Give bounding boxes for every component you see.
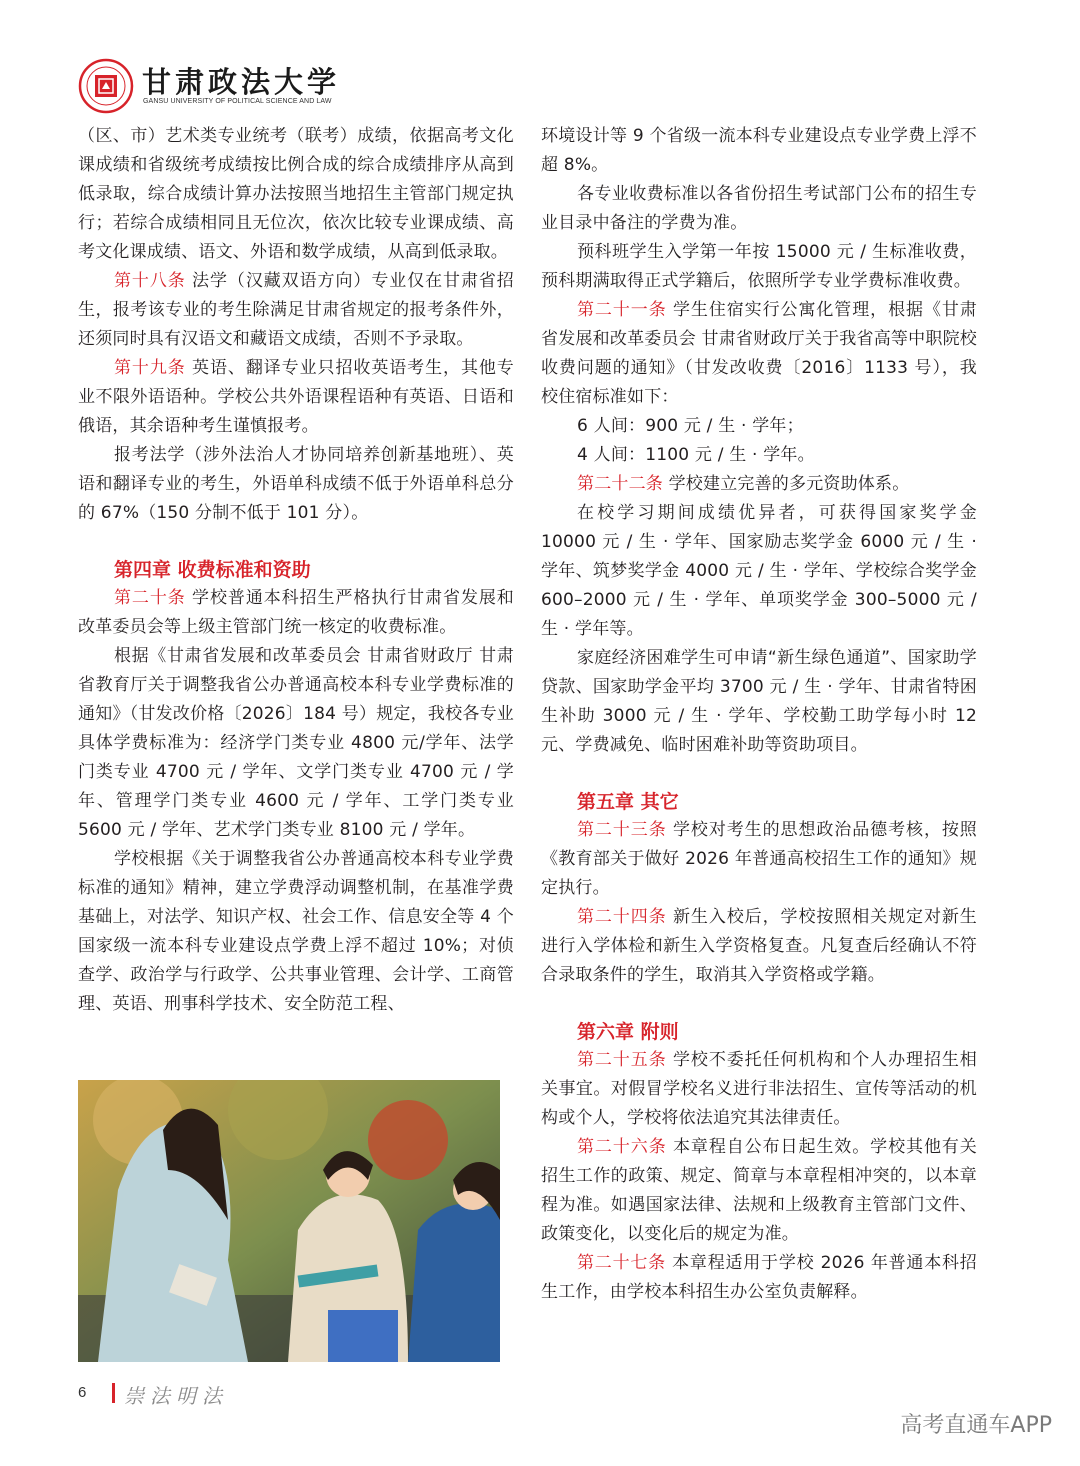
paragraph-text: 根据《甘肃省发展和改革委员会 甘肃省财政厅 甘肃省教育厅关于调整我省公办普通高校本科专业学费标准的通知》（甘发改价格〔2026〕184 号）规定，我校各专业具体学费标准为：经济学门类专业 4800 元/学年、法学门类专业 4700 元 / 学年、文学门类专业 4700 元 / 学年、管理学门类专业 4600 元 / 学年、工学门类专业 5600 元 / 学年、艺术学门类专业 8100 元 / 学年。 — [78, 646, 514, 840]
article-label: 第二十二条 — [577, 474, 663, 494]
article-paragraph — [78, 354, 514, 441]
paragraph-text: 英语、翻译专业只招收英语考生，其他专业不限外语语种。学校公共外语课程语种有英语、日语和俄语，其余语种考生谨慎报考。 — [78, 358, 514, 436]
left-column — [78, 122, 514, 1019]
article-label: 第二十六条 — [577, 1137, 667, 1157]
paragraph-text: 学校建立完善的多元资助体系。 — [663, 474, 910, 494]
section-gap — [78, 528, 514, 556]
paragraph — [541, 238, 977, 296]
paragraph — [541, 441, 977, 470]
page-number: 6 — [78, 1384, 87, 1401]
right-column — [541, 122, 977, 1307]
article-label: 第十九条 — [114, 358, 186, 378]
watermark: 高考直通车APP — [900, 1413, 1052, 1438]
article-paragraph — [541, 296, 977, 412]
paragraph-text: 预科班学生入学第一年按 15000 元 / 生标准收费，预科期满取得正式学籍后，依照所学专业学费标准收费。 — [541, 242, 977, 291]
article-paragraph — [541, 470, 977, 499]
paragraph-text: 本章程自公布日起生效。学校其他有关招生工作的政策、规定、简章与本章程相冲突的，以本章程为准。如遇国家法律、法规和上级教育主管部门文件、政策变化，以变化后的规定为准。 — [541, 1137, 977, 1244]
paragraph-text: 学校普通本科招生严格执行甘肃省发展和改革委员会等上级主管部门统一核定的收费标准。 — [78, 588, 514, 637]
article-paragraph — [541, 1249, 977, 1307]
footer-divider — [112, 1383, 115, 1403]
paragraph — [78, 441, 514, 528]
paragraph — [78, 845, 514, 1019]
article-paragraph — [78, 267, 514, 354]
article-label: 第二十五条 — [577, 1050, 667, 1070]
section-gap — [541, 760, 977, 788]
paragraph-text: 新生入校后，学校按照相关规定对新生进行入学体检和新生入学资格复查。凡复查后经确认不符合录取条件的学生，取消其入学资格或学籍。 — [541, 907, 977, 985]
paragraph-text: 4 人间：1100 元 / 生 · 学年。 — [577, 445, 815, 465]
paragraph-text: 在校学习期间成绩优异者，可获得国家奖学金 10000 元 / 生 · 学年、国家励志奖学金 6000 元 / 生 · 学年、筑梦奖学金 4000 元 / 生 · 学年、学校综合奖学金 600–2000 元 / 生 · 学年、单项奖学金 300–5000 元 / 生 · 学年等。 — [541, 503, 977, 639]
page-header — [78, 58, 678, 114]
article-label: 第十八条 — [114, 271, 186, 291]
paragraph-text: 环境设计等 9 个省级一流本科专业建设点专业学费上浮不超 8%。 — [541, 126, 977, 175]
paragraph-text: 学生住宿实行公寓化管理，根据《甘肃省发展和改革委员会 甘肃省财政厅关于我省高等中职院校收费问题的通知》（甘发改收费〔2016〕1133 号），我校住宿标准如下： — [541, 300, 977, 407]
article-paragraph — [541, 816, 977, 903]
paragraph-text: 本章程适用于学校 2026 年普通本科招生工作，由学校本科招生办公室负责解释。 — [541, 1253, 977, 1302]
university-seal-icon — [78, 58, 134, 114]
article-paragraph — [541, 1133, 977, 1249]
paragraph-text: 各专业收费标准以各省份招生考试部门公布的招生专业目录中备注的学费为准。 — [541, 184, 977, 233]
school-name-cn: 甘肃政法大学 — [142, 65, 341, 99]
article-paragraph — [541, 903, 977, 990]
article-label: 第二十七条 — [577, 1253, 666, 1273]
paragraph — [541, 499, 977, 644]
article-label: 第二十三条 — [577, 820, 667, 840]
paragraph-text: 报考法学（涉外法治人才协同培养创新基地班）、英语和翻译专业的考生，外语单科成绩不低于外语单科总分的 67%（150 分制不低于 101 分）。 — [78, 445, 514, 523]
paragraph-text: 家庭经济困难学生可申请“新生绿色通道”、国家助学贷款、国家助学金平均 3700 元 / 生 · 学年、甘肃省特困生补助 3000 元 / 生 · 学年、学校勤工助学每小时 12 元、学费减免、临时困难补助等资助项目。 — [541, 648, 977, 755]
paragraph — [541, 180, 977, 238]
footer-script-text: 崇法明法 — [124, 1384, 228, 1408]
article-label: 第二十四条 — [577, 907, 667, 927]
article-label: 第二十一条 — [577, 300, 667, 320]
paragraph — [541, 122, 977, 180]
paragraph — [541, 412, 977, 441]
paragraph-text: （区、市）艺术类专业统考（联考）成绩，依据高考文化课成绩和省级统考成绩按比例合成的综合成绩排序从高到低录取，综合成绩计算办法按照当地招生主管部门规定执行；若综合成绩相同且无位次，依次比较专业课成绩、高考文化课成绩、语文、外语和数学成绩，从高到低录取。 — [78, 126, 514, 262]
school-name-en: GANSU UNIVERSITY OF POLITICAL SCIENCE AND LAW — [143, 98, 332, 105]
article-paragraph — [78, 584, 514, 642]
paragraph-text: 6 人间：900 元 / 生 · 学年； — [577, 416, 804, 436]
paragraph — [78, 642, 514, 845]
paragraph-text: 法学（汉藏双语方向）专业仅在甘肃省招生，报考该专业的考生除满足甘肃省规定的报考条件外，还须同时具有汉语文和藏语文成绩，否则不予录取。 — [78, 271, 514, 349]
chapter-heading: 第四章 收费标准和资助 — [114, 559, 311, 581]
students-photo — [78, 1080, 500, 1362]
article-paragraph — [541, 1046, 977, 1133]
section-gap — [541, 990, 977, 1018]
paragraph — [541, 644, 977, 760]
chapter-heading: 第五章 其它 — [577, 791, 679, 813]
paragraph — [78, 122, 514, 267]
paragraph-text: 学校对考生的思想政治品德考核，按照《教育部关于做好 2026 年普通高校招生工作的通知》规定执行。 — [541, 820, 977, 898]
paragraph-text: 学校根据《关于调整我省公办普通高校本科专业学费标准的通知》精神，建立学费浮动调整机制，在基准学费基础上，对法学、知识产权、社会工作、信息安全等 4 个国家级一流本科专业建设点学费上浮不超过 10%；对侦查学、政治学与行政学、公共事业管理、会计学、工商管理、英语、刑事科学技术、安全防范工程、 — [78, 849, 514, 1014]
chapter-heading: 第六章 附则 — [577, 1021, 679, 1043]
paragraph-text: 学校不委托任何机构和个人办理招生相关事宜。对假冒学校名义进行非法招生、宣传等活动的机构或个人，学校将依法追究其法律责任。 — [541, 1050, 977, 1128]
article-label: 第二十条 — [114, 588, 186, 608]
